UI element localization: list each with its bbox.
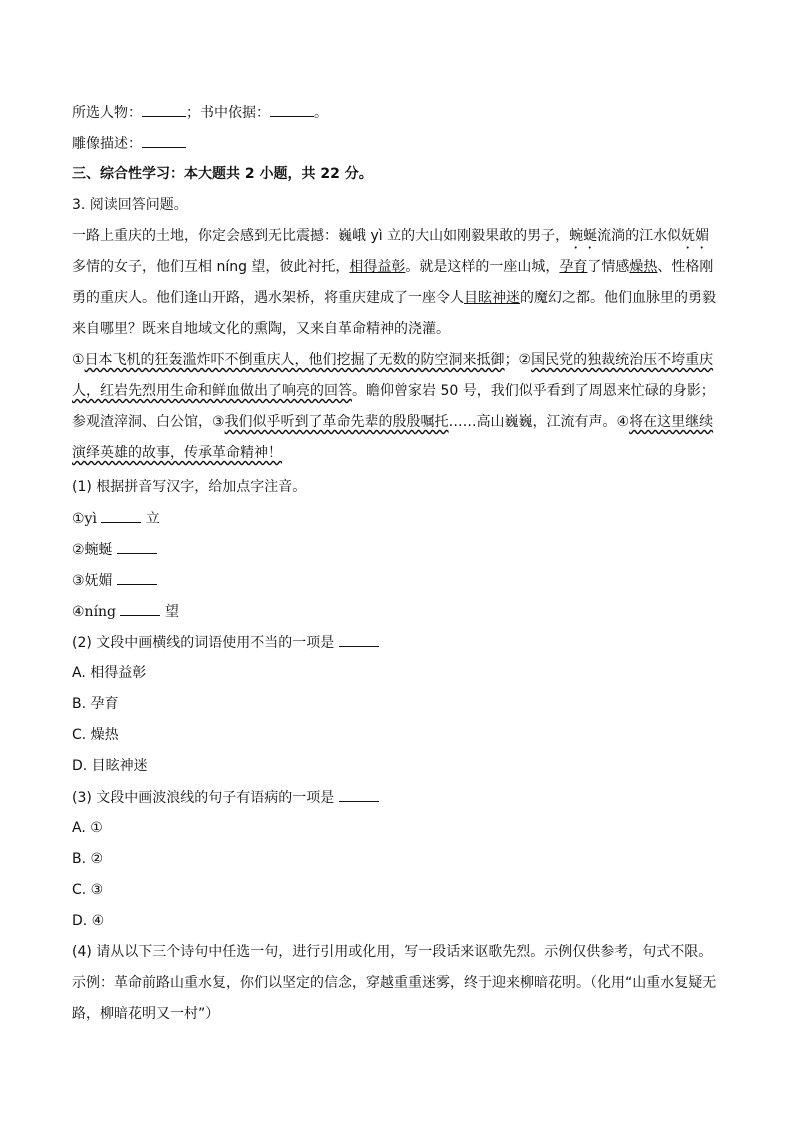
sub3-option-b[interactable]: B. ② (72, 851, 104, 867)
dotted-word-wanyan: 蜿蜒 (569, 228, 598, 244)
sub2-prompt-text: (2) 文段中画横线的词语使用不当的一项是 (72, 635, 335, 651)
passage-text: 。就是这样的一座山城， (405, 259, 560, 275)
sub3-prompt-text: (3) 文段中画波浪线的句子有语病的一项是 (72, 790, 335, 806)
sculpture-blank[interactable] (142, 133, 186, 148)
sub1-item-4 (72, 601, 179, 622)
sub3-option-a[interactable]: A. ① (72, 820, 103, 836)
marker-3: 。瞻仰曾家岩 50 号，我们似乎看到了周恩来忙碌的身影；参观渣滓洞、白公馆，③ (72, 383, 715, 430)
answer-blank[interactable] (101, 508, 141, 523)
item-pre: ①yì (72, 511, 97, 527)
item-post: 望 (164, 604, 179, 620)
person-fill-line (72, 102, 328, 123)
marker-4: ……高山巍巍，江流有声。④ (448, 414, 630, 430)
sub3-option-d[interactable]: D. ④ (72, 913, 105, 929)
item-post: 立 (145, 511, 160, 527)
sub1-item-3 (72, 570, 157, 591)
person-blank[interactable] (142, 102, 186, 117)
sub2-option-a[interactable]: A. 相得益彰 (72, 665, 147, 681)
passage-text: 了情感 (587, 259, 630, 275)
item-pre: ②蜿蜒 (72, 542, 113, 558)
basis-label: ；书中依据： (186, 105, 270, 121)
answer-blank[interactable] (117, 570, 157, 585)
passage-text: 的魔幻之都。他们血脉里的勇毅来自哪里？既来自地域文化的熏陶，又来自革命精神的浇灌。 (72, 290, 716, 337)
passage-text: 、性格刚勇的重庆人。他们逢山开路，遇水架桥，将重庆建成了一座令人 (72, 259, 714, 306)
basis-blank[interactable] (270, 102, 314, 117)
sub2-option-d[interactable]: D. 目眩神迷 (72, 758, 148, 774)
passage-wavy (72, 345, 722, 469)
wavy-sentence-2: 国民党的独裁统治压不垮重庆人，红岩先烈用生命和鲜血做出了响亮的回答 (72, 352, 714, 399)
sub2-option-c[interactable]: C. 燥热 (72, 727, 119, 743)
underlined-word-c: 燥热 (629, 259, 658, 275)
underlined-word-b: 孕育 (559, 259, 588, 275)
marker-2: ；② (504, 352, 532, 368)
question-3-title: 3. 阅读回答问题。 (72, 197, 188, 213)
dotted-word-wumei: 妩媚 (681, 228, 710, 244)
sculpture-fill-line (72, 133, 186, 154)
section-3-heading: 三、综合性学习：本大题共 2 小题，共 22 分。 (72, 166, 373, 182)
underlined-word-d: 目眩神迷 (464, 290, 520, 306)
passage-text: 一路上重庆的土地，你定会感到无比震撼：巍峨 yì 立的大山如刚毅果敢的男子， (72, 228, 570, 244)
wavy-sentence-4: 将在这里继续演绎英雄的故事，传承革命精神！ (72, 414, 714, 461)
wavy-sentence-3: 我们似乎听到了革命先辈的殷殷嘱托 (224, 414, 449, 430)
answer-blank[interactable] (339, 787, 379, 802)
passage-text: 流淌的江水似 (597, 228, 682, 244)
person-label: 所选人物： (72, 105, 142, 121)
wavy-sentence-1: 日本飞机的狂轰滥炸吓不倒重庆人，他们挖掘了无数的防空洞来抵御 (84, 352, 505, 368)
underlined-word-a: 相得益彰 (349, 259, 406, 275)
passage (72, 221, 722, 345)
end-punct: 。 (314, 105, 328, 121)
answer-blank[interactable] (339, 632, 379, 647)
marker-1: ① (72, 352, 85, 368)
sub3-option-c[interactable]: C. ③ (72, 882, 104, 898)
sub1-item-1 (72, 508, 160, 529)
sub2-option-b[interactable]: B. 孕育 (72, 696, 119, 712)
sub1-prompt: (1) 根据拼音写汉字，给加点字注音。 (72, 479, 307, 495)
sub1-item-2 (72, 539, 157, 560)
sub2-prompt (72, 632, 379, 653)
sub4-example: 示例：革命前路山重水复，你们以坚定的信念，穿越重重迷雾，终于迎来柳暗花明。（化用“山重水复疑无路，柳暗花明又一村”） (72, 975, 717, 1022)
passage-text: 多情的女子，他们互相 níng 望，彼此衬托， (72, 259, 350, 275)
answer-blank[interactable] (120, 601, 160, 616)
item-pre: ③妩媚 (72, 573, 113, 589)
answer-blank[interactable] (117, 539, 157, 554)
sub3-prompt (72, 787, 379, 808)
sculpture-label: 雕像描述： (72, 136, 142, 152)
sub4-prompt: (4) 请从以下三个诗句中任选一句，进行引用或化用，写一段话来讴歌先烈。示例仅供参考，句式不限。 (72, 944, 713, 960)
item-pre: ④níng (72, 604, 117, 620)
